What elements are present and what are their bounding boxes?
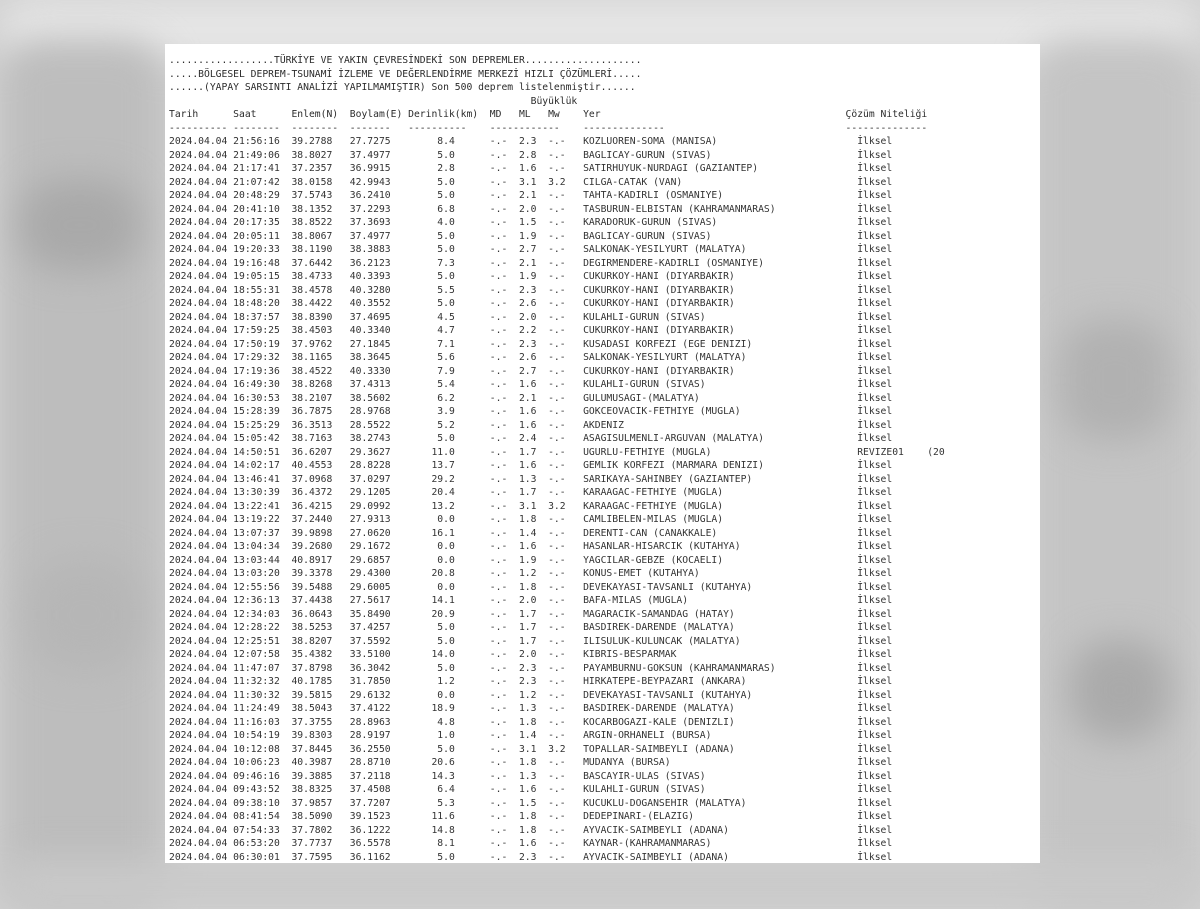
earthquake-row: 2024.04.04 18:48:20 38.4422 40.3552 5.0 -.- 2.6 -.- CUKURKOY-HANI (DIYARBAKIR) İlksel bbox=[169, 298, 893, 309]
earthquake-row: 2024.04.04 13:07:37 39.9898 27.0620 16.1 -.- 1.4 -.- DERENTI-CAN (CANAKKALE) İlksel bbox=[169, 527, 893, 539]
earthquake-list-page bbox=[165, 44, 1040, 863]
earthquake-row: 2024.04.04 12:28:22 38.5253 37.4257 5.0 -.- 1.7 -.- BASDIREK-DARENDE (MALATYA) İlksel bbox=[169, 622, 893, 633]
earthquake-row: 2024.04.04 11:16:03 37.3755 28.8963 4.8 -.- 1.8 -.- KOCARBOGAZI-KALE (DENIZLI) İlksel bbox=[169, 716, 893, 728]
earthquake-row: 2024.04.04 16:30:53 38.2107 38.5602 6.2 -.- 2.1 -.- GULUMUSAGI-(MALATYA) İlksel bbox=[169, 392, 893, 404]
header-line: ..................TÜRKİYE VE YAKIN ÇEVRESİNDEKİ SON DEPREMLER.................... bbox=[169, 55, 642, 66]
earthquake-row: 2024.04.04 19:20:33 38.1190 38.3883 5.0 -.- 2.7 -.- SALKONAK-YESILYURT (MALATYA) İlksel bbox=[169, 244, 893, 255]
earthquake-row: 2024.04.04 07:54:33 37.7802 36.1222 14.8 -.- 1.8 -.- AYVACIK-SAIMBEYLI (ADANA) İlksel bbox=[169, 824, 893, 836]
earthquake-row: 2024.04.04 21:56:16 39.2788 27.7275 8.4 -.- 2.3 -.- KOZLUOREN-SOMA (MANISA) İlksel bbox=[169, 136, 893, 147]
earthquake-row: 2024.04.04 13:22:41 36.4215 29.0992 13.2 -.- 3.1 3.2 KARAAGAC-FETHIYE (MUGLA) İlksel bbox=[169, 500, 893, 512]
earthquake-row: 2024.04.04 21:07:42 38.0158 42.9943 5.0 -.- 3.1 3.2 CILGA-CATAK (VAN) İlksel bbox=[169, 176, 893, 188]
earthquake-row: 2024.04.04 12:25:51 38.8207 37.5592 5.0 -.- 1.7 -.- ILISULUK-KULUNCAK (MALATYA) İlksel bbox=[169, 635, 893, 647]
earthquake-row: 2024.04.04 06:30:01 37.7595 36.1162 5.0 -.- 2.3 -.- AYVACIK-SAIMBEYLI (ADANA) İlksel bbox=[169, 851, 893, 863]
earthquake-row: 2024.04.04 11:32:32 40.1785 31.7850 1.2 -.- 2.3 -.- HIRKATEPE-BEYPAZARI (ANKARA) İlksel bbox=[169, 676, 893, 687]
blurred-background-patch bbox=[1060, 320, 1170, 440]
earthquake-row: 2024.04.04 11:24:49 38.5043 37.4122 18.9 -.- 1.3 -.- BASDIREK-DARENDE (MALATYA) İlksel bbox=[169, 703, 893, 714]
earthquake-row: 2024.04.04 15:05:42 38.7163 38.2743 5.0 -.- 2.4 -.- ASAGISULMENLI-ARGUVAN (MALATYA) İlksel bbox=[169, 433, 893, 444]
magnitude-group-header: Büyüklük bbox=[169, 95, 578, 107]
earthquake-row: 2024.04.04 18:37:57 38.8390 37.4695 4.5 -.- 2.0 -.- KULAHLI-GURUN (SIVAS) İlksel bbox=[169, 311, 893, 323]
earthquake-row: 2024.04.04 15:25:29 36.3513 28.5522 5.2 -.- 1.6 -.- AKDENIZ İlksel bbox=[169, 419, 893, 431]
earthquake-row: 2024.04.04 12:55:56 39.5488 29.6005 0.0 -.- 1.8 -.- DEVEKAYASI-TAVSANLI (KUTAHYA) İlksel bbox=[169, 581, 893, 593]
earthquake-row: 2024.04.04 20:41:10 38.1352 37.2293 6.8 -.- 2.0 -.- TASBURUN-ELBISTAN (KAHRAMANMARAS) İlksel bbox=[169, 203, 893, 215]
earthquake-row: 2024.04.04 13:04:34 39.2680 29.1672 0.0 -.- 1.6 -.- HASANLAR-HISARCIK (KUTAHYA) İlksel bbox=[169, 541, 893, 552]
earthquake-row: 2024.04.04 17:29:32 38.1165 38.3645 5.6 -.- 2.6 -.- SALKONAK-YESILYURT (MALATYA) İlksel bbox=[169, 352, 893, 363]
column-header-row: Tarih Saat Enlem(N) Boylam(E) Derinlik(km) MD ML Mw Yer Çözüm Niteliği bbox=[169, 109, 928, 120]
earthquake-row: 2024.04.04 19:05:15 38.4733 40.3393 5.0 -.- 1.9 -.- CUKURKOY-HANI (DIYARBAKIR) İlksel bbox=[169, 271, 893, 282]
earthquake-row: 2024.04.04 20:48:29 37.5743 36.2410 5.0 -.- 2.1 -.- TAHTA-KADIRLI (OSMANIYE) İlksel bbox=[169, 190, 893, 201]
earthquake-row: 2024.04.04 17:50:19 37.9762 27.1845 7.1 -.- 2.3 -.- KUSADASI KORFEZI (EGE DENIZI) İlksel bbox=[169, 338, 893, 350]
earthquake-row: 2024.04.04 09:38:10 37.9857 37.7207 5.3 -.- 1.5 -.- KUCUKLU-DOGANSEHIR (MALATYA) İlksel bbox=[169, 797, 893, 809]
earthquake-row: 2024.04.04 13:19:22 37.2440 27.9313 0.0 -.- 1.8 -.- CAMLIBELEN-MILAS (MUGLA) İlksel bbox=[169, 514, 893, 525]
earthquake-row: 2024.04.04 14:02:17 40.4553 28.8228 13.7 -.- 1.6 -.- GEMLIK KORFEZI (MARMARA DENIZI) İlksel bbox=[169, 460, 893, 471]
earthquake-row: 2024.04.04 13:03:20 39.3378 29.4300 20.8 -.- 1.2 -.- KONUS-EMET (KUTAHYA) İlksel bbox=[169, 568, 893, 579]
earthquake-row: 2024.04.04 16:49:30 38.8268 37.4313 5.4 -.- 1.6 -.- KULAHLI-GURUN (SIVAS) İlksel bbox=[169, 379, 893, 390]
earthquake-row: 2024.04.04 21:17:41 37.2357 36.9915 2.8 -.- 1.6 -.- SATIRHUYUK-NURDAGI (GAZIANTEP) İlksel bbox=[169, 163, 893, 174]
earthquake-row: 2024.04.04 20:17:35 38.8522 37.3693 4.0 -.- 1.5 -.- KARADORUK-GURUN (SIVAS) İlksel bbox=[169, 217, 893, 228]
column-separator-row: ---------- -------- -------- ------- ---------- ------------ -------------- -------------- bbox=[169, 122, 928, 134]
blurred-background-patch bbox=[20, 180, 140, 270]
blurred-background-bottom bbox=[0, 860, 1200, 909]
earthquake-row: 2024.04.04 15:28:39 36.7875 28.9768 3.9 -.- 1.6 -.- GOKCEOVACIK-FETHIYE (MUGLA) İlksel bbox=[169, 406, 893, 417]
earthquake-row: 2024.04.04 21:49:06 38.8027 37.4977 5.0 -.- 2.8 -.- BAGLICAY-GURUN (SIVAS) İlksel bbox=[169, 149, 893, 161]
earthquake-row: 2024.04.04 06:53:20 37.7737 36.5578 8.1 -.- 1.6 -.- KAYNAR-(KAHRAMANMARAS) İlksel bbox=[169, 838, 893, 849]
earthquake-row: 2024.04.04 12:34:03 36.0643 35.8490 20.9 -.- 1.7 -.- MAGARACIK-SAMANDAG (HATAY) İlksel bbox=[169, 608, 893, 620]
blurred-background-left bbox=[0, 40, 165, 909]
earthquake-row: 2024.04.04 18:55:31 38.4578 40.3280 5.5 -.- 2.3 -.- CUKURKOY-HANI (DIYARBAKIR) İlksel bbox=[169, 284, 893, 296]
earthquake-listing bbox=[169, 54, 945, 863]
earthquake-row: 2024.04.04 19:16:48 37.6442 36.2123 7.3 -.- 2.1 -.- DEGIRMENDERE-KADIRLI (OSMANIYE) İlksel bbox=[169, 257, 893, 269]
earthquake-row: 2024.04.04 12:07:58 35.4382 33.5100 14.0 -.- 2.0 -.- KIBRIS-BESPARMAK İlksel bbox=[169, 649, 893, 660]
earthquake-row: 2024.04.04 11:30:32 39.5815 29.6132 0.0 -.- 1.2 -.- DEVEKAYASI-TAVSANLI (KUTAHYA) İlksel bbox=[169, 689, 893, 701]
header-line: .....BÖLGESEL DEPREM-TSUNAMİ İZLEME VE DEĞERLENDİRME MERKEZİ HIZLI ÇÖZÜMLERİ..... bbox=[169, 68, 642, 80]
earthquake-row: 2024.04.04 10:12:08 37.8445 36.2550 5.0 -.- 3.1 3.2 TOPALLAR-SAIMBEYLI (ADANA) İlksel bbox=[169, 743, 893, 755]
earthquake-row: 2024.04.04 09:46:16 39.3885 37.2118 14.3 -.- 1.3 -.- BASCAYIR-ULAS (SIVAS) İlksel bbox=[169, 770, 893, 782]
earthquake-row: 2024.04.04 10:54:19 39.8303 28.9197 1.0 -.- 1.4 -.- ARGIN-ORHANELI (BURSA) İlksel bbox=[169, 730, 893, 741]
earthquake-row: 2024.04.04 13:46:41 37.0968 37.0297 29.2 -.- 1.3 -.- SARIKAYA-SAHINBEY (GAZIANTEP) İlksel bbox=[169, 473, 893, 485]
header-line: ......(YAPAY SARSINTI ANALİZİ YAPILMAMIŞTIR) Son 500 deprem listelenmiştir...... bbox=[169, 82, 636, 93]
earthquake-row: 2024.04.04 12:36:13 37.4438 27.5617 14.1 -.- 2.0 -.- BAFA-MILAS (MUGLA) İlksel bbox=[169, 595, 893, 606]
earthquake-row: 2024.04.04 14:50:51 36.6207 29.3627 11.0 -.- 1.7 -.- UGURLU-FETHIYE (MUGLA) REVIZE01 (20 bbox=[169, 446, 945, 458]
blurred-background-right bbox=[1030, 40, 1200, 909]
earthquake-row: 2024.04.04 08:41:54 38.5090 39.1523 11.6 -.- 1.8 -.- DEDEPINARI-(ELAZIG) İlksel bbox=[169, 811, 893, 822]
blurred-background-patch bbox=[30, 560, 140, 670]
earthquake-row: 2024.04.04 20:05:11 38.8067 37.4977 5.0 -.- 1.9 -.- BAGLICAY-GURUN (SIVAS) İlksel bbox=[169, 230, 893, 242]
blurred-background-patch bbox=[1070, 640, 1170, 740]
earthquake-row: 2024.04.04 13:30:39 36.4372 29.1205 20.4 -.- 1.7 -.- KARAAGAC-FETHIYE (MUGLA) İlksel bbox=[169, 487, 893, 498]
earthquake-row: 2024.04.04 17:59:25 38.4503 40.3340 4.7 -.- 2.2 -.- CUKURKOY-HANI (DIYARBAKIR) İlksel bbox=[169, 325, 893, 336]
earthquake-row: 2024.04.04 10:06:23 40.3987 28.8710 20.6 -.- 1.8 -.- MUDANYA (BURSA) İlksel bbox=[169, 757, 893, 768]
earthquake-row: 2024.04.04 11:47:07 37.8798 36.3042 5.0 -.- 2.3 -.- PAYAMBURNU-GOKSUN (KAHRAMANMARAS) İlksel bbox=[169, 662, 893, 674]
earthquake-row: 2024.04.04 17:19:36 38.4522 40.3330 7.9 -.- 2.7 -.- CUKURKOY-HANI (DIYARBAKIR) İlksel bbox=[169, 365, 893, 377]
earthquake-row: 2024.04.04 13:03:44 40.8917 29.6857 0.0 -.- 1.9 -.- YAGCILAR-GEBZE (KOCAELI) İlksel bbox=[169, 554, 893, 566]
earthquake-row: 2024.04.04 09:43:52 38.8325 37.4508 6.4 -.- 1.6 -.- KULAHLI-GURUN (SIVAS) İlksel bbox=[169, 784, 893, 795]
